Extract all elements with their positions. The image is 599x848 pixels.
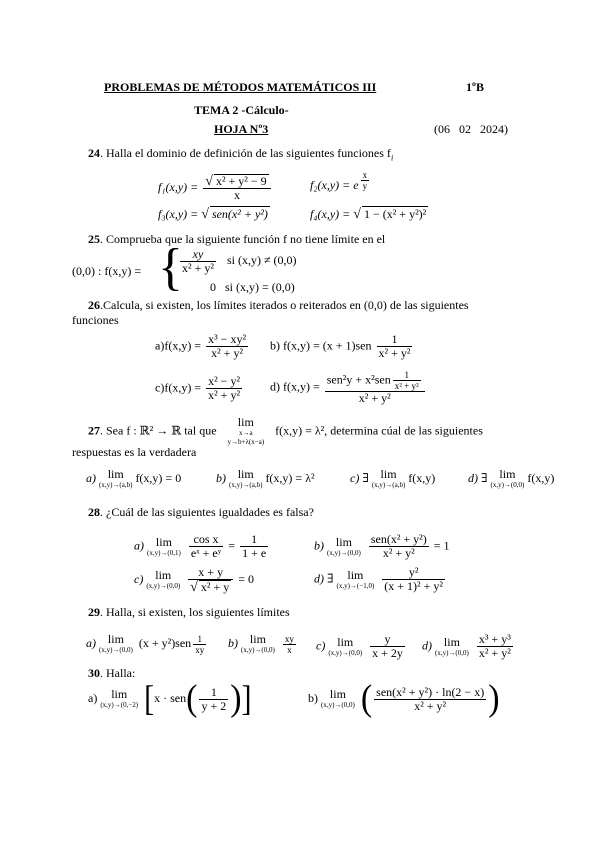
p30-a: a) lim (x,y)→(0,−2) [x · sen( $\frac{1}{y + 2}$ )] bbox=[88, 678, 252, 719]
document-title: PROBLEMAS DE MÉTODOS MATEMÁTICOS III bbox=[104, 80, 377, 94]
piecewise-case-2: 0 si (x,y) = (0,0) bbox=[210, 280, 295, 294]
problem-27-statement: 27. Sea f : ℝ² → ℝ tal que lim x→a y→b+λ(x−a) f(x,y) = λ², determina cúal de las siguientes bbox=[88, 415, 483, 446]
p30-b: b) lim (x,y)→(0,0) ( $\frac{\text{sen(x² + y²) · ln(2 − x)}}{\text{x² + y²}}$ ) bbox=[308, 678, 500, 719]
p27-a: a) lim (x,y)→(a,b) f(x,y) = 0 bbox=[86, 467, 182, 489]
piecewise-case-1: $\frac{xy}{\text{x² + y²}}$ si (x,y) ≠ (0,0) bbox=[182, 247, 297, 275]
problem-27-statement-2: respuestas es la verdadera bbox=[72, 445, 197, 459]
p29-d: d) lim (x,y)→(0,0) $\frac{\text{x³ + y³}}{\text{x² + y²}}$ bbox=[422, 632, 511, 660]
p26-d: d) f(x,y) = sen²y + x²sen $\frac{1}{\text{x² + y²}}$ x² + y² bbox=[270, 370, 427, 405]
p29-c: c) lim (x,y)→(0,0) $\frac{y}{x + 2y}$ bbox=[316, 632, 403, 660]
problem-25-statement: 25. Comprueba que la siguiente función f no tiene límite en el bbox=[88, 232, 386, 246]
tema-label: TEMA 2 -Cálculo- bbox=[194, 103, 289, 117]
f1-definition: f₁(x,y) = $\frac{\text{√ x² + y² − 9}}{x}$ bbox=[158, 174, 273, 202]
p28-d: d) ∃ lim (x,y)→(−1,0) $\frac{\text{y²}}{\text{(x + 1)² + y²}}$ bbox=[314, 565, 444, 593]
piecewise-brace: { bbox=[158, 239, 183, 296]
p28-a: a) lim (x,y)→(0,1) $\frac{\text{cos x}}{\text{eˣ + eʸ}}$ = $\frac{1}{1 + e}$ bbox=[134, 532, 267, 560]
problem-25-function-label: (0,0) : f(x,y) = bbox=[72, 264, 142, 278]
p29-b: b) lim (x,y)→(0,0) $\frac{xy}{x}$ bbox=[228, 632, 294, 655]
p28-b: b) lim (x,y)→(0,0) $\frac{\text{sen(x² + y²)}}{\text{x² + y²}}$ = 1 bbox=[314, 532, 450, 560]
hoja-label: HOJA Nº3 bbox=[214, 122, 269, 136]
course-label: 1ºB bbox=[466, 80, 484, 94]
problem-24-statement: 24. Halla el dominio de definición de las siguientes funciones $f_i$ bbox=[88, 146, 394, 163]
problem-30-statement: 30. Halla: bbox=[88, 666, 136, 680]
p26-a: a)f(x,y) = $\frac{\text{x³ − xy²}}{\text{x² + y²}}$ bbox=[155, 332, 247, 360]
f4-definition: f₄(x,y) = √ 1 − (x² + y²)² bbox=[310, 207, 427, 222]
p29-a: a) lim (x,y)→(0,0) (x + y²)sen $\frac{1}{xy}$ bbox=[86, 632, 205, 655]
p28-c: c) lim (x,y)→(0,0) $\frac{x + y}{\text{√ x² + y}}$ = 0 bbox=[134, 565, 254, 595]
f2-definition: f₂(x,y) = e $\frac{x}{y}$ bbox=[310, 170, 368, 192]
f3-definition: f₃(x,y) = √ sen(x² + y²) bbox=[158, 207, 268, 222]
problem-26-statement: 26.Calcula, si existen, los límites iterados o reiterados en (0,0) de las siguientes bbox=[88, 298, 469, 312]
p27-c: c) ∃ lim (x,y)→(a,b) f(x,y) bbox=[350, 467, 436, 489]
problem-29-statement: 29. Halla, si existen, los siguientes límites bbox=[88, 605, 290, 619]
p27-d: d) ∃ lim (x,y)→(0,0) f(x,y) bbox=[468, 467, 555, 489]
problem-26-statement-2: funciones bbox=[72, 313, 119, 327]
p26-c: c)f(x,y) = $\frac{\text{x² − y²}}{\text{x² + y²}}$ bbox=[155, 374, 241, 402]
problem-28-statement: 28. ¿Cuál de las siguientes igualdades es falsa? bbox=[88, 505, 314, 519]
date-label: (06 02 2024) bbox=[434, 122, 508, 136]
p27-b: b) lim (x,y)→(a,b) f(x,y) = λ² bbox=[216, 467, 315, 489]
p26-b: b) f(x,y) = (x + 1)sen $\frac{1}{\text{x² + y²}}$ bbox=[270, 332, 411, 360]
